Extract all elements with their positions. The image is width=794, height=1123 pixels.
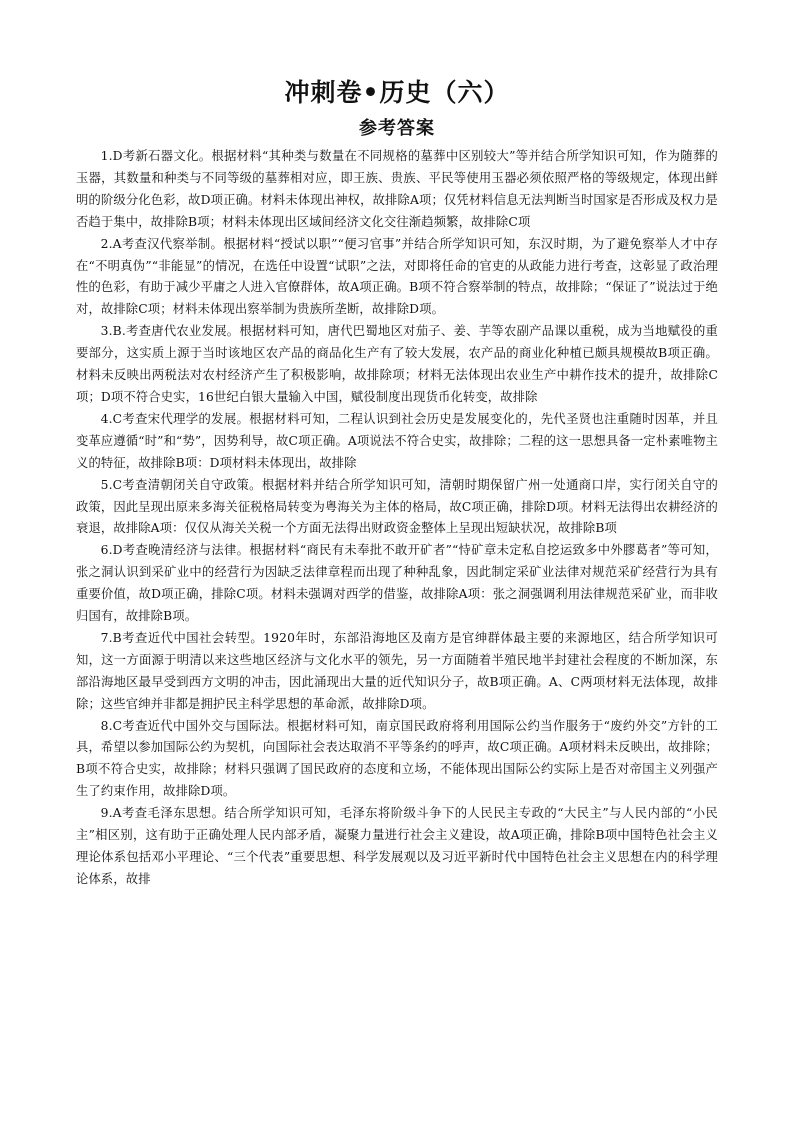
answer-item-6: 6.D考查晚清经济与法律。根据材料“商民有未奉批不敢开矿者”“恃矿章未定私自挖运致多中外膠葛者”等可知，张之洞认识到采矿业中的经营行为因缺乏法律章程而出现了种种乱象，因此制定采矿业法律对规范采矿经营行为具有重要价值，故D项正确，排除C项。材料未强调对西学的借鉴，故排除A项：张之洞强调利用法律规范采矿业，而非收归国有，故排除B项。 <box>76 543 718 624</box>
answer-item-3: 3.B.考查唐代农业发展。根据材料可知，唐代巴蜀地区对茄子、姜、芋等农副产品课以重税，成为当地赋役的重要部分，这实质上源于当时该地区农产品的商品化生产有了较大发展，农产品的商业化种植已颇具规模故B项正确。材料未反映出两税法对农村经济产生了积极影响，故排除项；材料无法体现出农业生产中耕作技术的提升，故排除C项；D项不符合史实，16世纪白银大量输入中国，赋役制度出现货币化转变，故排除 <box>76 324 718 404</box>
answer-item-9: 9.A考查毛泽东思想。结合所学知识可知，毛泽东将阶级斗争下的人民民主专政的“大民主”与人民内部的“小民主”相区别，这有助于正确处理人民内部矛盾，凝聚力量进行社会主义建设，故A项正确，排除B项中国特色社会主义理论体系包括邓小平理论、“三个代表”重要思想、科学发展观以及习近平新时代中国特色社会主义思想在内的科学理论体系，故排 <box>76 806 718 886</box>
answer-item-4: 4.C考查宋代理学的发展。根据材料可知，二程认识到社会历史是发展变化的，先代圣贤也注重随时因革，并且变革应遵循“时”和“势”，因势利导，故C项正确。A项说法不符合史实，故排除；二程的这一思想具备一定朴素唯物主义的特征，故排除B项：D项材料未体现出，故排除 <box>76 411 718 470</box>
answer-item-7: 7.B考查近代中国社会转型。1920年时，东部沿海地区及南方是官绅群体最主要的来源地区，结合所学知识可知，这一方面源于明清以来这些地区经济与文化水平的领先，另一方面随着半殖民地半封建社会程度的不断加深，东部沿海地区最早受到西方文明的冲击，因此涌现出大量的近代知识分子，故B项正确。A、C两项材料无法体现，故排除；这些官绅并非都是拥护民主科学思想的革命派，故排除D项。 <box>76 630 718 711</box>
page-title: 冲刺卷•历史（六） <box>284 78 510 107</box>
answer-item-5: 5.C考查清朝闭关自守政策。根据材料并结合所学知识可知，清朝时期保留广州一处通商口岸，实行闭关自守的政策，因此呈现出原来多海关征税格局转变为粤海关为主体的格局，故C项正确，排除D项。材料无法得出农耕经济的衰退，故排除A项：仅仅从海关关税一个方面无法得出财政资金整体上呈现出短缺状况，故排除B项 <box>76 477 718 536</box>
page-subtitle: 参考答案 <box>359 118 435 139</box>
answer-item-8: 8.C考查近代中国外交与国际法。根据材料可知，南京国民政府将利用国际公约当作服务于“废约外交”方针的工具，希望以参加国际公约为契机，向国际社会表达取消不平等条约的呼声，故C项正确。A项材料未反映出，故排除；B项不符合史实，故排除；材料只强调了国民政府的态度和立场，不能体现出国际公约实际上是否对帝国主义列强产生了约束作用，故排除D项。 <box>76 718 718 799</box>
answer-list <box>76 146 718 891</box>
answer-sheet-page <box>76 76 718 891</box>
answer-item-2: 2.A考查汉代察举制。根据材料“授试以职”“便习官事”并结合所学知识可知，东汉时期，为了避免察举人才中存在“不明真伪”“非能显”的情况，在选任中设置“试职”之法，对即将任命的官吏的从政能力进行考查，这彰显了政治理性的色彩，有助于减少平庸之人进入官僚群体，故A项正确。B项不符合察举制的特点，故排除；“保证了”说法过于绝对，故排除C项；材料未体现出察举制为贵族所垄断，故排除D项。 <box>76 236 718 317</box>
answer-item-1: 1.D考新石器文化。根据材料“其种类与数量在不同规格的墓葬中区别较大”等并结合所学知识可知，作为随葬的玉器，其数量和种类与不同等级的墓葬相对应，即王族、贵族、平民等使用玉器必须依照严格的等级规定，体现出鲜明的阶级分化色彩，故D项正确。材料未体现出神权，故排除A项；仅凭材料信息无法判断当时国家是否形成及权力是否趋于集中，故排除B项；材料未体现出区域间经济文化交往渐趋频繁，故排除C项 <box>76 149 718 229</box>
